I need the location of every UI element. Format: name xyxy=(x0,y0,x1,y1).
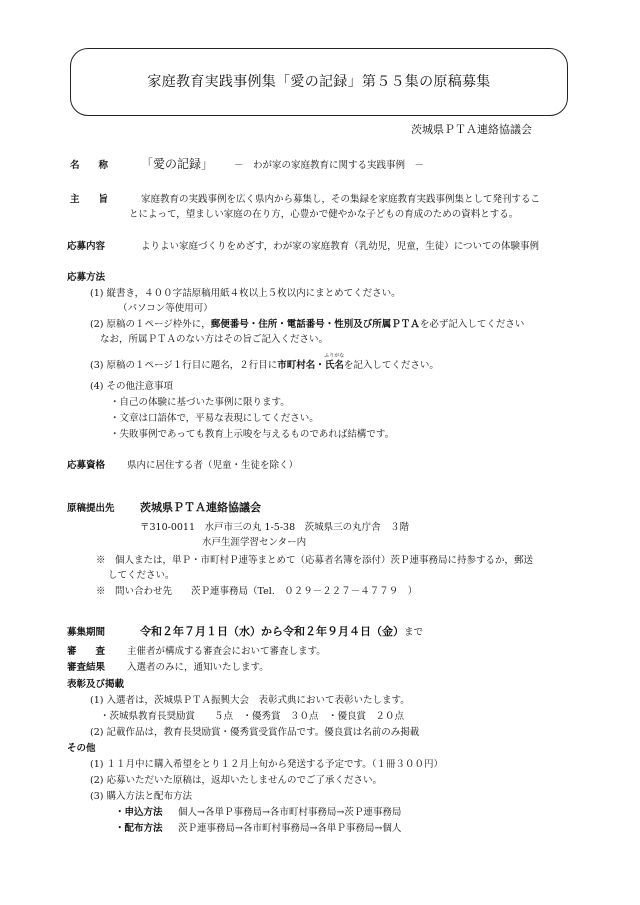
review-text: 主催者が構成する審査会において審査します。 xyxy=(127,646,326,657)
dist-text: 茨Ｐ連事務局→各市町村事務局→各単Ｐ事務局→個人 xyxy=(178,823,402,834)
name-label: 名 称 xyxy=(70,160,109,171)
purpose-label: 主 旨 xyxy=(70,194,109,205)
other-item2: (2) 応募いただいた原稿は，返却いたしませんのでご了承ください。 xyxy=(90,775,382,786)
method-item2-pre: (2) 原稿の１ページ枠外に， xyxy=(90,319,211,330)
method-item3-ruby-wrap xyxy=(324,353,345,372)
period-text: 令和２年７月１日（水）から令和２年９月４日（金） xyxy=(140,625,404,638)
content-text: よりよい家庭づくりをめざす，わが家の家庭教育（乳幼児，児童，生徒）についての体験事例 xyxy=(141,241,540,252)
award-label: 表彰及び掲載 xyxy=(67,679,125,690)
method-note: ・失敗事例であっても教育上示唆を与えるものであれば結構です。 xyxy=(110,429,395,440)
method-note: ・自己の体験に基づいた事例に限ります。 xyxy=(110,397,290,408)
submit-note1-line2: してください。 xyxy=(108,570,175,581)
apply-label: ・申込方法 xyxy=(115,807,163,818)
method-item3-pre: (3) 原稿の１ページ１行目に題名，２行目に xyxy=(90,360,278,371)
period-label: 募集期間 xyxy=(67,627,106,638)
method-item2 xyxy=(90,319,524,331)
method-item3 xyxy=(90,353,439,372)
submit-address2: 水戸生涯学習センター内 xyxy=(202,537,307,548)
name-sub: － わが家の家庭教育に関する実践事例 － xyxy=(234,160,425,171)
period-suffix: まで xyxy=(404,627,424,638)
method-item3-bold1: 市町村名・ xyxy=(277,360,325,371)
method-item1-sub: （パソコン等使用可） xyxy=(118,303,213,314)
method-item2-line2: なお，所属ＰＴＡのない方はその旨ご記入ください。 xyxy=(100,334,329,345)
content-label: 応募内容 xyxy=(67,241,106,252)
method-note: ・文章は口語体で，平易な表現にしてください。 xyxy=(110,413,319,424)
other-item1: (1) １１月中に購入希望をとり１２月上旬から発送する予定です。（１冊３００円） xyxy=(90,759,443,770)
eligibility-text: 県内に居住する者（児童・生徒を除く） xyxy=(127,460,299,471)
method-label: 応募方法 xyxy=(67,272,106,283)
dist-label: ・配布方法 xyxy=(115,823,163,834)
review-label: 審 査 xyxy=(67,646,106,657)
other-label: その他 xyxy=(67,743,96,754)
method-item2-bold: 郵便番号・住所・電話番号・性別及び所属ＰＴＡ xyxy=(210,319,420,330)
page-title: 家庭教育実践事例集「愛の記録」第５５集の原稿募集 xyxy=(147,73,491,90)
other-item3: (3) 購入方法と配布方法 xyxy=(90,791,192,802)
method-item4: (4) その他注意事項 xyxy=(90,381,173,392)
result-label: 審査結果 xyxy=(67,662,106,673)
submit-org: 茨城県ＰＴＡ連絡協議会 xyxy=(140,501,261,514)
eligibility-label: 応募資格 xyxy=(67,460,106,471)
method-item3-bold2: 氏名 xyxy=(324,360,344,371)
submit-note1-line1: ※ 個人または，単Ｐ・市町村Ｐ連等まとめて（応募者名簿を添付）茨Ｐ連事務局に持参するか，郵送 xyxy=(96,555,534,566)
organizer: 茨城県ＰＴＡ連絡協議会 xyxy=(411,123,532,136)
submit-address: 〒310-0011 水戸市三の丸 1-5-38 茨城県三の丸庁舎 ３階 xyxy=(140,522,410,533)
award-item1: (1) 入選者は，茨城県ＰＴＡ振興大会 表彰式典において表彰いたします。 xyxy=(90,695,410,706)
award-item1-sub: ・茨城県教育長奨励賞 ５点 ・優秀賞 ３０点 ・優良賞 ２０点 xyxy=(100,711,405,722)
award-item2: (2) 記載作品は，教育長奨励賞・優秀賞受賞作品です。優良賞は名前のみ掲載 xyxy=(90,727,420,738)
result-text: 入選者のみに，通知いたします。 xyxy=(127,662,269,673)
apply-text: 個人→各単Ｐ事務局→各市町村事務局→茨Ｐ連事務局 xyxy=(178,807,402,818)
purpose-line2: とによって，望ましい家庭の在り方，心豊かで健やかな子どもの育成のための資料とする。 xyxy=(129,209,519,220)
purpose-line1: 家庭教育の実践事例を広く県内から募集し，その集録を家庭教育実践事例集として発刊するこ xyxy=(141,194,541,205)
method-item2-post: を必ず記入してください xyxy=(419,319,525,330)
method-item3-post: を記入してください。 xyxy=(343,360,439,371)
submit-label: 原稿提出先 xyxy=(67,503,115,514)
method-item1: (1) 縦書き，４００字詰原稿用紙４枚以上５枚以内にまとめてください。 xyxy=(90,288,401,299)
name-value: 「愛の記録」 xyxy=(141,157,214,171)
period-value xyxy=(140,625,423,639)
title-box xyxy=(70,48,568,116)
submit-note2: ※ 問い合わせ先 茨Ｐ連事務局（Tel. ０２９－２２７－４７７９ ） xyxy=(96,586,418,597)
method-item3-ruby: ふりがな xyxy=(324,353,345,359)
